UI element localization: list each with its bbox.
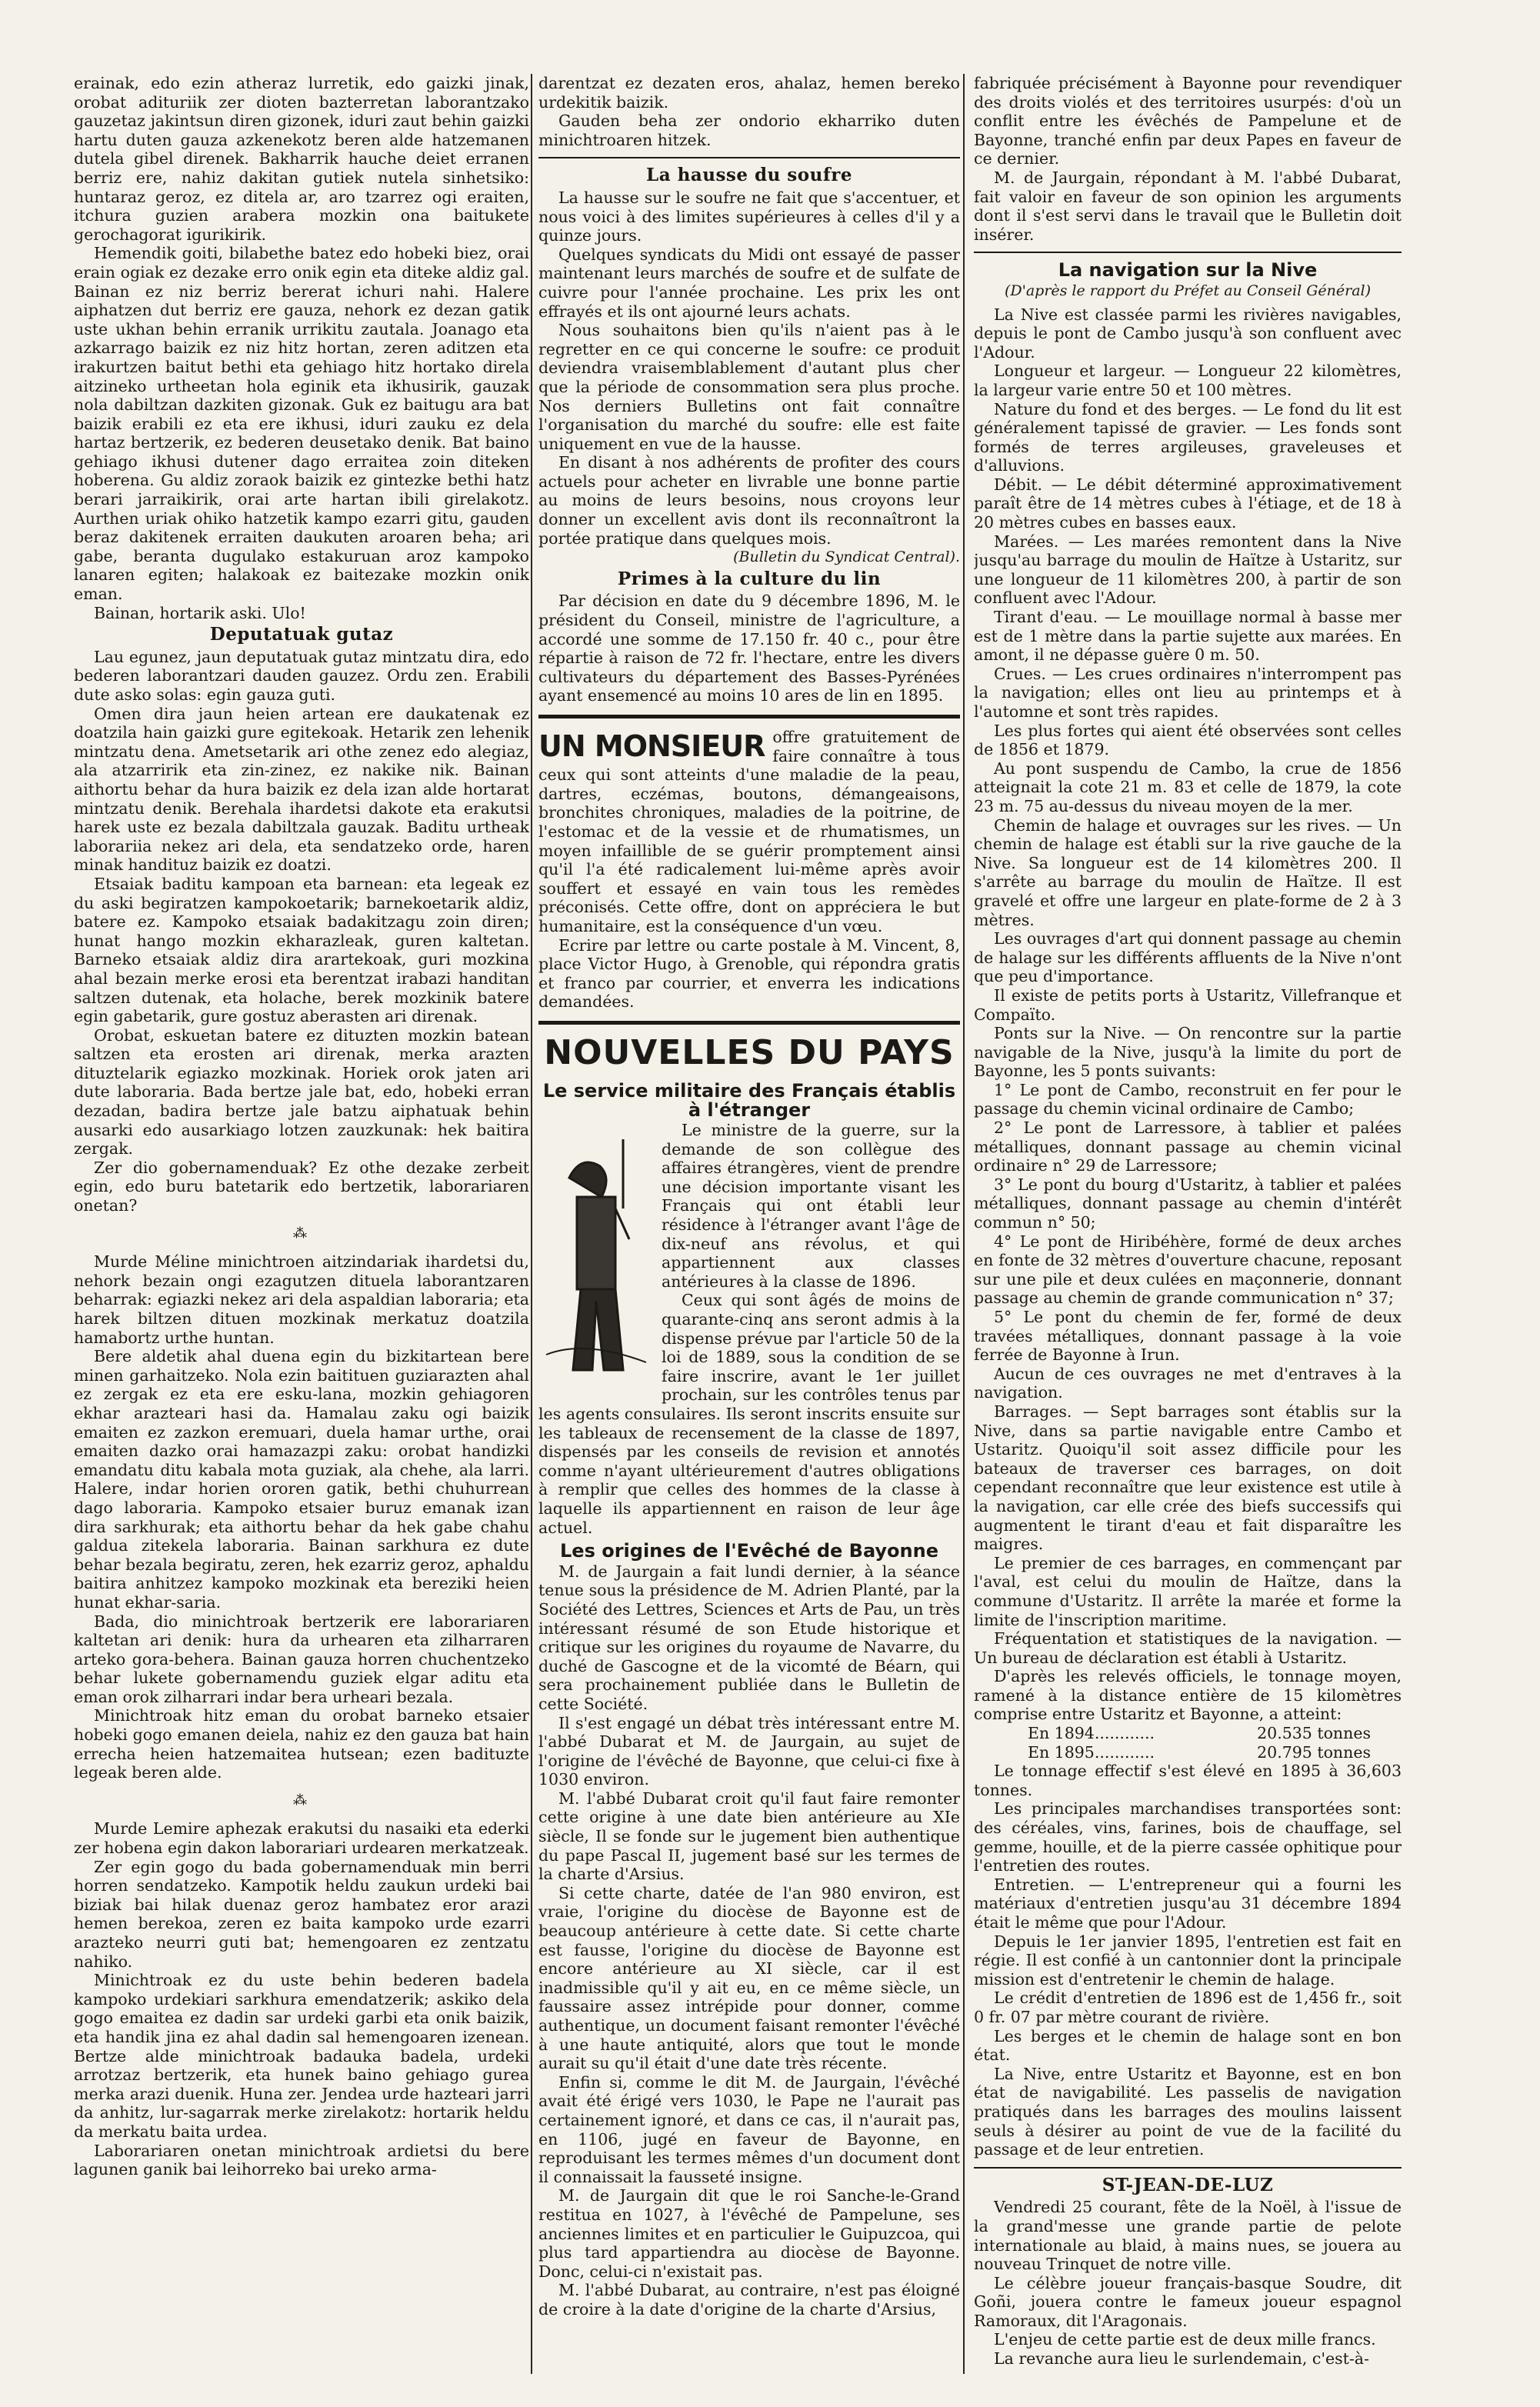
paragraph: 1° Le pont de Cambo, reconstruit en fer pour le passage du chemin vicinal ordinaire de Cambo; [974,1080,1402,1118]
paragraph: Il existe de petits ports à Ustaritz, Villefranque et Compaïto. [974,985,1402,1024]
tonnage-row [974,1724,1402,1743]
paragraph: Minichtroak ez du uste behin bederen badela kampoko urdekiari sarkhura emendatzerik; askiko dela gogo emaitea ez dadin sar urdeki garbi eta onik baizik, eta handik jina ez ahal dadin sal hemengoaren izenean. Bertze alde minichtroak badauka badela, urdeki arrotzaz bertzerik, eta hunek baino gehiago gurea merka arazi duenik. Huna zer. Jendea urde hazteari jarri da anhitz, lur-sagarrak merke zirelakotz: hortarik heldu da merkatu baita urdea. [74,1971,529,2141]
paragraph: Zer egin gogo du bada gobernamenduak min berri horren sendatzeko. Kampotik heldu zaukun urdeki bai biziak bai hilak duenaz geroz hambatez eror arazi hemen berekoa, zeren ez baita kampoko urde ezarri arazteko neurri guti bat; hemengoaren ez zentzatu nahiko. [74,1857,529,1971]
paragraph: Le crédit d'entretien de 1896 est de 1,456 fr., soit 0 fr. 07 par mètre courant de rivière. [974,1989,1402,2026]
divider [538,715,960,718]
paragraph: Murde Méline minichtroen aitzindariak ihardetsi du, nehork bezain ongi ezagutzen dituela laborantzaren beharrak: egiazki nekez ari dela aspaldian laboraria; eta harek biltzen dituen mozkinak merkatuz doatzila hamabortz urthe huntan. [74,1252,529,1347]
paragraph: En disant à nos adhérents de profiter des cours actuels pour acheter en livrable une bonne partie au moins de leurs besoins, nous croyons leur donner un excellent avis dont ils reconnaîtront la portée pratique dans quelques mois. [538,453,960,548]
paragraph: M. de Jaurgain a fait lundi dernier, à la séance tenue sous la présidence de M. Adrien Planté, par la Société des Lettres, Sciences et Arts de Pau, un très intéressant résumé de son Etude historique et critique sur les origines du royaume de Navarre, du duché de Gascogne et de la vicomté de Béarn, qui sera prochainement publiée dans le Bulletin de cette Société. [538,1562,960,1713]
section-heading: La hausse du soufre [646,165,852,186]
paragraph: Minichtroak hitz eman du orobat barneko etsaier hobeki gogo emanen deiela, nahiz ez den gauza bat hain errecha heien hatzemaitea hutsean; ezen badituzte legeak beren alde. [74,1706,529,1782]
paragraph: Vendredi 25 courant, fête de la Noël, à l'issue de la grand'messe une grande partie de pelote internationale au blaid, à mains nues, se jouera au nouveau Trinquet de notre ville. [974,2198,1402,2274]
paragraph: Les ouvrages d'art qui donnent passage au chemin de halage sur les différents affluents de la Nive n'ont que peu d'importance. [974,929,1402,986]
paragraph: Depuis le 1er janvier 1895, l'entretien est fait en régie. Il est confié à un cantonnier dont la principale mission est d'entretenir le chemin de halage. [974,1932,1402,1989]
soldier-illustration [538,1124,654,1385]
paragraph: Il s'est engagé un débat très intéressant entre M. l'abbé Dubarat et M. de Jaurgain, au sujet de l'origine de l'évêché de Bayonne, que celui-ci fixe à 1030 environ. [538,1713,960,1789]
paragraph: Tirant d'eau. — Le mouillage normal à basse mer est de 1 mètre dans la partie sujette aux marées. En amont, il ne dépasse guère 0 m. 50. [974,608,1402,665]
paragraph: erainak, edo ezin atheraz lurretik, edo gaizki jinak, orobat adituriik zer dioten bazterretan laborantzako gauzetaz jakintsun diren gizonek, iduri zaut behin gaizki hartu duten gauza azkenekotz beren alde hatzemanen dutela gibel direnek. Bakharrik hauche deiet erranen berriz ere, nahiz dakitan gutiek nutela sinhetsiko: huntaraz geroz, ez ditela ar, aro tzarrez ogi eraiten, itchura guzien arabera mozkin ona baitukete gerochagorat igurikirik. [74,74,529,244]
paragraph: Crues. — Les crues ordinaires n'interrompent pas la navigation; elles ont lieu au printemps et à l'automne et sont très rapides. [974,664,1402,721]
paragraph: Par décision en date du 9 décembre 1896, M. le président du Conseil, ministre de l'agriculture, a accordé une somme de 17.150 fr. 40 c., pour être répartie à raison de 72 fr. l'hectare, entre les divers cultivateurs du département des Basses-Pyrénées ayant ensemencé au moins 10 ares de lin en 1895. [538,592,960,705]
paragraph: Enfin si, comme le dit M. de Jaurgain, l'évêché avait été érigé vers 1030, le Pape ne l'aurait pas certainement ignoré, et dans ce cas, il n'aurait pas, en 1106, jugé en faveur de Bayonne, en reproduisant les termes mêmes d'un document dont il connaissait la fausseté insigne. [538,2072,960,2186]
paragraph: Bere aldetik ahal duena egin du bizkitartean bere minen garhaitzeko. Nola ezin baitituen guziarazten ahal ez zergak ez eta ere esku-lana, mozkin gehiagoren ekhar arazteari hasi da. Hamalau zaku ogi baizik emaiten ez zazkon eremuari, duela hamar urthe, orai emaiten dazko orai hamazazpi zaku: orobat handizki emandatu ditu kabala mota guziak, ala chehe, ala larri. Halere, indar horien ororen gatik, bethi chuhurrean dago laboraria. Kampoko etsaier buruz emanak izan dira sarkhurak; eta aithortu behar da hek gabe chahu galdua zitekela laboraria. Bainan sarkhura ez dute behar bezala begiratu, zeren, hek ezarriz geroz, aphaldu baitira anhitzez kampoko mozkinak eta bereziki heien hunat ekhar-saria. [74,1347,529,1612]
paragraph: Débit. — Le débit déterminé approximativement paraît être de 14 mètres cubes à l'étiage, et de 18 à 20 mètres cubes en basses eaux. [974,475,1402,532]
paragraph: Bainan, hortarik aski. Ulo! [94,603,306,622]
paragraph: 2° Le pont de Larressore, à tablier et palées métalliques, donnant passage au chemin vicinal ordinaire n° 29 de Larressore; [974,1118,1402,1175]
ad-text: Ecrire par lettre ou carte postale à M. Vincent, 8, place Victor Hugo, à Grenoble, qui répondra gratis et franco par courrier, et enverra les indications demandées. [538,935,960,1012]
tonnage-year: En 1895............ [1028,1742,1155,1762]
paragraph: M. l'abbé Dubarat croit qu'il faut faire remonter cette origine à une date bien antérieure au XIe siècle, Il se fonde sur le jugement bien authentique du pape Pascal II, jugement basé sur les termes de la charte d'Arsius. [538,1789,960,1884]
paragraph: M. de Jaurgain dit que le roi Sanche-le-Grand restitua en 1027, à l'évêché de Pampelune, ses anciennes limites et en particulier le Guipuzcoa, qui plus tard appartiendra au diocèse de Bayonne. Donc, celui-ci n'existait pas. [538,2186,960,2281]
paragraph: Etsaiak baditu kampoan eta barnean: eta legeak ez du aski begiratzen kampokoetarik; barnekoetarik aldiz, batere ez. Kampoko etsaiak badakitzagu zoin diren; hunat hango mozkin ekharazleak, guren kaltetan. Barneko etsaiak aldiz dira arartekoak, guri mozkina ahal bezain merke erosi eta berentzat irabazi handitan saltzen dutenak, eta holache, berek mozkinik batere egin gabetarik, gure gostuz aberasten ari direnak. [74,874,529,1026]
paragraph: Marées. — Les marées remontent dans la Nive jusqu'au barrage du moulin de Haïtze à Ustaritz, sur une longueur de 11 kilomètres 200, à partir de son confluent avec l'Adour. [974,532,1402,608]
column-2 [538,74,960,2374]
paragraph: fabriquée précisément à Bayonne pour revendiquer des droits violés et des territoires usurpés: d'où un conflit entre les évêchés de Pampelune et de Bayonne, tranché enfin par deux Papes en faveur de ce dernier. [974,74,1402,168]
paragraph: La hausse sur le soufre ne fait que s'accentuer, et nous voici à des limites supérieures à celles d'il y a quinze jours. [538,188,960,245]
paragraph: Au pont suspendu de Cambo, la crue de 1856 atteignait la cote 21 m. 83 et celle de 1879, la cote 23 m. 75 au-dessus du niveau moyen de la mer. [974,758,1402,815]
tonnage-value: 20.795 tonnes [1257,1742,1371,1762]
paragraph: Quelques syndicats du Midi ont essayé de passer maintenant leurs marchés de soufre et de sulfate de cuivre pour l'année prochaine. Les prix les ont effrayés et ils ont ajourné leurs achats. [538,245,960,321]
article-heading: Les origines de l'Evêché de Bayonne [560,1540,938,1562]
ad-text: offre gratuitement de faire connaître à tous ceux qui sont atteints d'une maladie de la peau, dartres, eczémas, boutons, démangeaisons, bronchites chroniques, maladies de la poitrine, de l'estomac et de la vessie et de rhumatismes, un moyen infaillible de se guérir promptement ainsi qu'il l'a été radicalement lui-même après avoir souffert et essayé en vain tous les remèdes préconisés. Cette offre, dont on appréciera le but humanitaire, est la conséquence d'un vœu. [538,728,960,935]
asterism-divider: ⁂ [293,1225,310,1242]
paragraph: Nous souhaitons bien qu'ils n'aient pas à le regretter en ce qui concerne le soufre: ce produit deviendra vraisemblablement d'autant plus cher que la période de consommation sera plus proche. Nos derniers Bulletins ont fait connaître l'organisation du marché du soufre: elle est faite uniquement en vue de la hausse. [538,321,960,453]
tonnage-value: 20.535 tonnes [1257,1724,1371,1743]
column-3 [974,74,1402,2374]
paragraph: Chemin de halage et ouvrages sur les rives. — Un chemin de halage est établi sur la rive gauche de la Nive. Sa longueur est de 14 kilomètres 200. Il s'arrête au barrage du moulin de Haïtze. Il est gravelé et offre une largeur en plate-forme de 2 à 3 mètres. [974,815,1402,929]
paragraph: 5° Le pont du chemin de fer, formé de deux travées métalliques, donnant passage à la voie ferrée de Bayonne à Irun. [974,1308,1402,1365]
section-heading: Deputatuak gutaz [209,624,394,645]
column-rule [531,74,532,2374]
article-heading: La navigation sur la Nive [1058,259,1318,282]
section-heading: ST-JEAN-DE-LUZ [1102,2174,1274,2195]
paragraph: Longueur et largeur. — Longueur 22 kilomètres, la largeur varie entre 50 et 100 mètres. [974,362,1402,399]
divider [538,157,960,158]
paragraph: Barrages. — Sept barrages sont établis sur la Nive, dans sa partie navigable entre Cambo et Ustaritz. Quoiqu'il soit assez difficile pour les bateaux de traverser ces barrages, on doit cependant reconnaître que leur existence est utile à la navigation, car elle crée des biefs successifs qui augmentent le tirant d'eau et fait disparaître les maigres. [974,1402,1402,1554]
paragraph: Ponts sur la Nive. — On rencontre sur la partie navigable de la Nive, jusqu'à la limite du port de Bayonne, les 5 ponts suivants: [974,1024,1402,1081]
section-title: NOUVELLES DU PAYS [544,1032,955,1072]
paragraph: Fréquentation et statistiques de la navigation. — Un bureau de déclaration est établi à Ustaritz. [974,1629,1402,1667]
divider [974,252,1402,253]
paragraph: Hemendik goiti, bilabethe batez edo hobeki biez, orai erain ogiak ez dezake erro onik egin eta diteke aldiz gal. Bainan ez niz berriz bererat ichuri nahi. Halere aiphatzen dut berriz ere gauza, nehork ez dezan gatik uste ukhan behin erranik urrikitu zautala. Joanago eta azkarrago baizik ez niz hitz hortan, zeren aditzen eta irakurtzen baitut bethi eta gehiago hitz hortako direla aitzineko urtheetan hola eginik eta ikhusirik, gauzak nola dabiltzan dazkiten gizonak. Guk ez baitugu ara bat baizik erabili ez eta ere ikhusi, iduri zauku ez dela hartaz bertzerik, ez bederen deusetako denik. Bat baino gehiago ikhusi dutener dago erraitea zoin diteken hoberena. Gu aldiz zoraok baizik ez gintezke bethi hatz berari jarraikirik, orai arte hartan ibili girelakotz. Aurthen uriak ohiko hatzetik kampo ezarri gitu, gauden beraz dakitenek erraiten daukuten aroaren beha; ari gabe, beranta dugulako estakuruan aroz kampoko lanaren egiten; halakoak ez baitezake mozkin onik eman. [74,244,529,604]
paragraph: Gauden beha zer ondorio ekharriko duten minichtroaren hitzek. [538,112,960,149]
paragraph: Lau egunez, jaun deputatuak gutaz mintzatu dira, edo bederen laborantzari dauden gauzez. Ordu zen. Erabili dute asko solas: egin gauza guti. [74,647,529,704]
paragraph: Zer dio gobernamenduak? Ez othe dezake zerbeit egin, edo buru batetarik edo bertzetik, laborariaren onetan? [74,1158,529,1215]
paragraph: Le tonnage effectif s'est élevé en 1895 à 36,603 tonnes. [974,1762,1402,1799]
paragraph: 4° Le pont de Hiribéhère, formé de deux arches en fonte de 32 mètres d'ouverture chacune, reposant sur une pile et deux culées en maçonnerie, donnant passage au chemin de grande communication n° 37; [974,1232,1402,1308]
paragraph: Les berges et le chemin de halage sont en bon état. [974,2026,1402,2065]
paragraph: Orobat, eskuetan batere ez dituzten mozkin batean saltzen eta erosten ari direnak, merka arazten dituztelarik egiazko mozkinak. Horiek orok jaten ari dute laboraria. Bada bertze jale bat, edo, hobeki erran dezadan, badira bertze jale batzu aiphatuak behin ausarki edo ausarkiago lotzen zauzkunak: hek baitira zergak. [74,1025,529,1158]
source-citation: (Bulletin du Syndicat Central). [733,548,960,566]
article-heading: Le service militaire des Français établis à l'étranger [542,1079,956,1121]
paragraph: 3° Le pont du bourg d'Ustaritz, à tablier et palées métalliques, donnant passage au chemin d'intérêt commun n° 50; [974,1175,1402,1232]
paragraph: La revanche aura lieu le surlendemain, c'est-à- [994,2349,1369,2369]
tonnage-row [974,1743,1402,1762]
paragraph: Ceux qui sont âgés de moins de quarante-cinq ans seront admis à la dispense prévue par l'article 50 de la loi de 1889, sous la condition de se faire inscrire, avant le 1er juillet prochain, sur les contrôles tenus par les agents consulaires. Ils seront inscrits ensuite sur les tableaux de recensement de la classe de 1897, dispensés par les conseils de revision et annotés comme n'ayant ultérieurement d'autres obligations à remplir que celles des hommes de la classe à laquelle ils appartiennent en raison de leur âge actuel. [538,1291,960,1537]
paragraph: Laborariaren onetan minichtroak ardietsi du bere lagunen ganik bai leihorreko bai ureko arma- [74,2141,529,2179]
divider [974,2167,1402,2169]
advertisement [538,728,960,1012]
paragraph: Si cette charte, datée de l'an 980 environ, est vraie, l'origine du diocèse de Bayonne est de beaucoup antérieure à cette date. Si cette charte est fausse, l'origine du diocèse de Bayonne est encore antérieure au XI siècle, car il est inadmissible qu'il y ait eu, en ce même siècle, un faussaire assez intrépide pour donner, comme authentique, un document faisant remonter l'évêché à une haute antiquité, alors que tout le monde aurait su qu'il était d'une date très récente. [538,1883,960,2073]
ad-title: UN MONSIEUR [538,729,765,763]
column-rule [963,74,965,2374]
paragraph: Nature du fond et des berges. — Le fond du lit est généralement tapissé de gravier. — Les fonds sont formés de terres argileuses, graveleuses et d'alluvions. [974,399,1402,475]
paragraph: L'enjeu de cette partie est de deux mille francs. [994,2330,1376,2349]
paragraph: M. de Jaurgain, répondant à M. l'abbé Dubarat, fait valoir en faveur de son opinion les arguments dont il s'est servi dans le travail que le Bulletin doit insérer. [974,168,1402,244]
paragraph: Murde Lemire aphezak erakutsi du nasaiki eta ederki zer hobena egin dakon laborariari urdearen merkatzeak. [74,1819,529,1858]
article-subheading: (D'après le rapport du Préfet au Conseil Général) [1004,282,1372,299]
paragraph: Omen dira jaun heien artean ere daukatenak ez doatzila hain gaizki gure egitekoak. Hetarik zen lehenik mintzatu dena. Ametsetarik ari othe zenez edo alegiaz, ala atzarririk eta zin-zinez, ez nakike nik. Bainan aithortu behar da hura baizik ez dela izan alde hortarat mintzatu denik. Berehala ihardetsi dakote eta erakutsi harek uste ez bezala dabiltzala gauzak. Baditu urtheak laborariia nekez ari dela, eta sendatzeko orde, haren minak handituz baizik ez doatzi. [74,704,529,875]
paragraph: Bada, dio minichtroak bertzerik ere laborariaren kaltetan ari denik: hura da urhearen eta zilharraren arteko gora-behera. Bainan gauza horren chuchentzeko behar lukete gobernamendu guziek elgar aditu eta eman orok zilharrari indar bera urheari bezala. [74,1612,529,1706]
paragraph: darentzat ez dezaten eros, ahalaz, hemen bereko urdekitik baizik. [538,74,960,112]
paragraph: Le ministre de la guerre, sur la demande de son collègue des affaires étrangères, vient de prendre une décision importante visant les Français qui ont établi leur résidence à l'étranger avant l'âge de dix-neuf ans révolus, et qui appartiennent aux classes antérieures à la classe de 1896. [662,1121,960,1291]
section-heading: Primes à la culture du lin [617,568,882,589]
divider [538,1021,960,1025]
paragraph: Le célèbre joueur français-basque Soudre, dit Goñi, jouera contre le fameux joueur espagnol Ramoraux, dit l'Aragonais. [974,2273,1402,2330]
paragraph: Aucun de ces ouvrages ne met d'entraves à la navigation. [974,1364,1402,1402]
paragraph: Entretien. — L'entrepreneur qui a fourni les matériaux d'entretien jusqu'au 31 décembre 1894 était le même que pour l'Adour. [974,1875,1402,1932]
paragraph: La Nive, entre Ustaritz et Bayonne, est en bon état de navigabilité. Les passelis de navigation pratiqués dans les barrages des moulins laissent seuls à désirer au point de vue de la facilité du passage et de leur entretien. [974,2064,1402,2159]
paragraph: Le premier de ces barrages, en commençant par l'aval, est celui du moulin de Haïtze, dans la commune d'Ustaritz. Il arrête la marée et forme la limite de l'inscription maritime. [974,1553,1402,1629]
paragraph: Les plus fortes qui aient été observées sont celles de 1856 et 1879. [974,721,1402,759]
tonnage-year: En 1894............ [1028,1724,1155,1743]
paragraph: Les principales marchandises transportées sont: des céréales, vins, farines, bois de chauffage, sel gemme, houille, et de la pierre cassée ophitique pour l'entretien des routes. [974,1799,1402,1875]
asterism-divider: ⁂ [293,1792,310,1809]
paragraph: M. l'abbé Dubarat, au contraire, n'est pas éloigné de croire à la date d'origine de la charte d'Arsius, [538,2281,960,2319]
paragraph: La Nive est classée parmi les rivières navigables, depuis le pont de Cambo jusqu'à son confluent avec l'Adour. [974,305,1402,362]
paragraph: D'après les relevés officiels, le tonnage moyen, ramené à la distance entière de 15 kilomètres comprise entre Ustaritz et Bayonne, a atteint: [974,1667,1402,1724]
column-1 [74,74,529,2374]
